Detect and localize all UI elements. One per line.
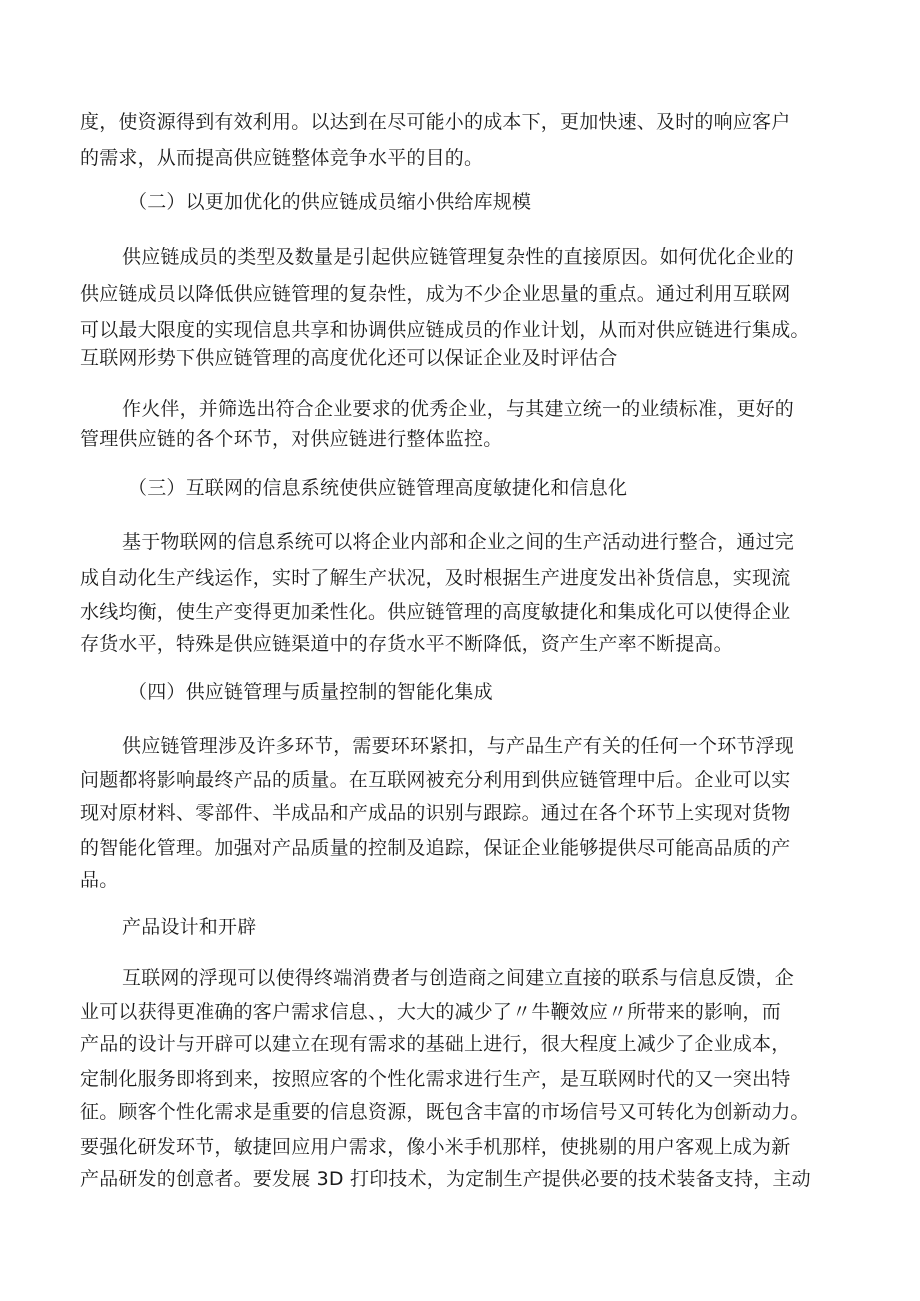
paragraph-line: 存货水平，特殊是供应链渠道中的存货水平不断降低，资产生产率不断提高。 bbox=[80, 633, 733, 655]
paragraph-line: 定制化服务即将到来，按照应客的个性化需求进行生产，是互联网时代的又一突出特 bbox=[80, 1068, 791, 1090]
paragraph-line: 征。顾客个性化需求是重要的信息资源，既包含丰富的市场信号又可转化为创新动力。 bbox=[80, 1101, 810, 1123]
paragraph-line: 基于物联网的信息系统可以将企业内部和企业之间的生产活动进行整合，通过完 bbox=[122, 531, 795, 553]
paragraph-line: 互联网形势下供应链管理的高度优化还可以保证企业及时评估合 bbox=[80, 347, 618, 369]
section-heading-3: （三）互联网的信息系统使供应链管理高度敏捷化和信息化 bbox=[128, 477, 628, 499]
paragraph-line: 供应链成员以降低供应链管理的复杂性，成为不少企业思量的重点。通过利用互联网 bbox=[80, 283, 791, 305]
paragraph-line: 要强化研发环节，敏捷回应用户需求，像小米手机那样，使挑剔的用户客观上成为新 bbox=[80, 1136, 791, 1158]
paragraph-line: 的需求，从而提高供应链整体竞争水平的目的。 bbox=[80, 147, 484, 169]
paragraph-line: 水线均衡，使生产变得更加柔性化。供应链管理的高度敏捷化和集成化可以使得企业 bbox=[80, 601, 791, 623]
section-heading-5: 产品设计和开辟 bbox=[122, 916, 257, 938]
paragraph-line: 供应链成员的类型及数量是引起供应链管理复杂性的直接原因。如何优化企业的 bbox=[122, 246, 795, 268]
paragraph-line: 现对原材料、零部件、半成品和产成品的识别与跟踪。通过在各个环节上实现对货物 bbox=[80, 802, 791, 824]
section-heading-2: （二）以更加优化的供应链成员缩小供给库规模 bbox=[128, 191, 532, 213]
paragraph-line: 度，使资源得到有效利用。以达到在尽可能小的成本下，更加快速、及时的响应客户 bbox=[80, 111, 791, 133]
paragraph-line: 品。 bbox=[80, 869, 119, 891]
paragraph-line: 业可以获得更准确的客户需求信息、，大大的减少了〃牛鞭效应〃所带来的影响，而 bbox=[80, 1001, 781, 1023]
paragraph-line: 产品的设计与开辟可以建立在现有需求的基础上进行，很大程度上减少了企业成本， bbox=[80, 1033, 791, 1055]
paragraph-line: 管理供应链的各个环节，对供应链进行整体监控。 bbox=[80, 428, 503, 450]
paragraph-line: 互联网的浮现可以使得终端消费者与创造商之间建立直接的联系与信息反馈，企 bbox=[122, 967, 795, 989]
paragraph-line: 作火伴，并筛选出符合企业要求的优秀企业，与其建立统一的业绩标准，更好的 bbox=[122, 398, 795, 420]
paragraph-line: 供应链管理涉及许多环节，需要环环紧扣，与产品生产有关的任何一个环节浮现 bbox=[122, 735, 795, 757]
section-heading-4: （四）供应链管理与质量控制的智能化集成 bbox=[128, 681, 493, 703]
paragraph-line: 的智能化管理。加强对产品质量的控制及追踪，保证企业能够提供尽可能高品质的产 bbox=[80, 837, 791, 859]
paragraph-line: 可以最大限度的实现信息共享和协调供应链成员的作业计划，从而对供应链进行集成。 bbox=[80, 319, 810, 341]
paragraph-line: 问题都将影响最终产品的质量。在互联网被充分利用到供应链管理中后。企业可以实 bbox=[80, 769, 791, 791]
paragraph-line: 产品研发的创意者。要发展 3D 打印技术，为定制生产提供必要的技术装备支持，主动 bbox=[80, 1168, 811, 1190]
paragraph-line: 成自动化生产线运作，实时了解生产状况，及时根据生产进度发出补货信息，实现流 bbox=[80, 567, 791, 589]
